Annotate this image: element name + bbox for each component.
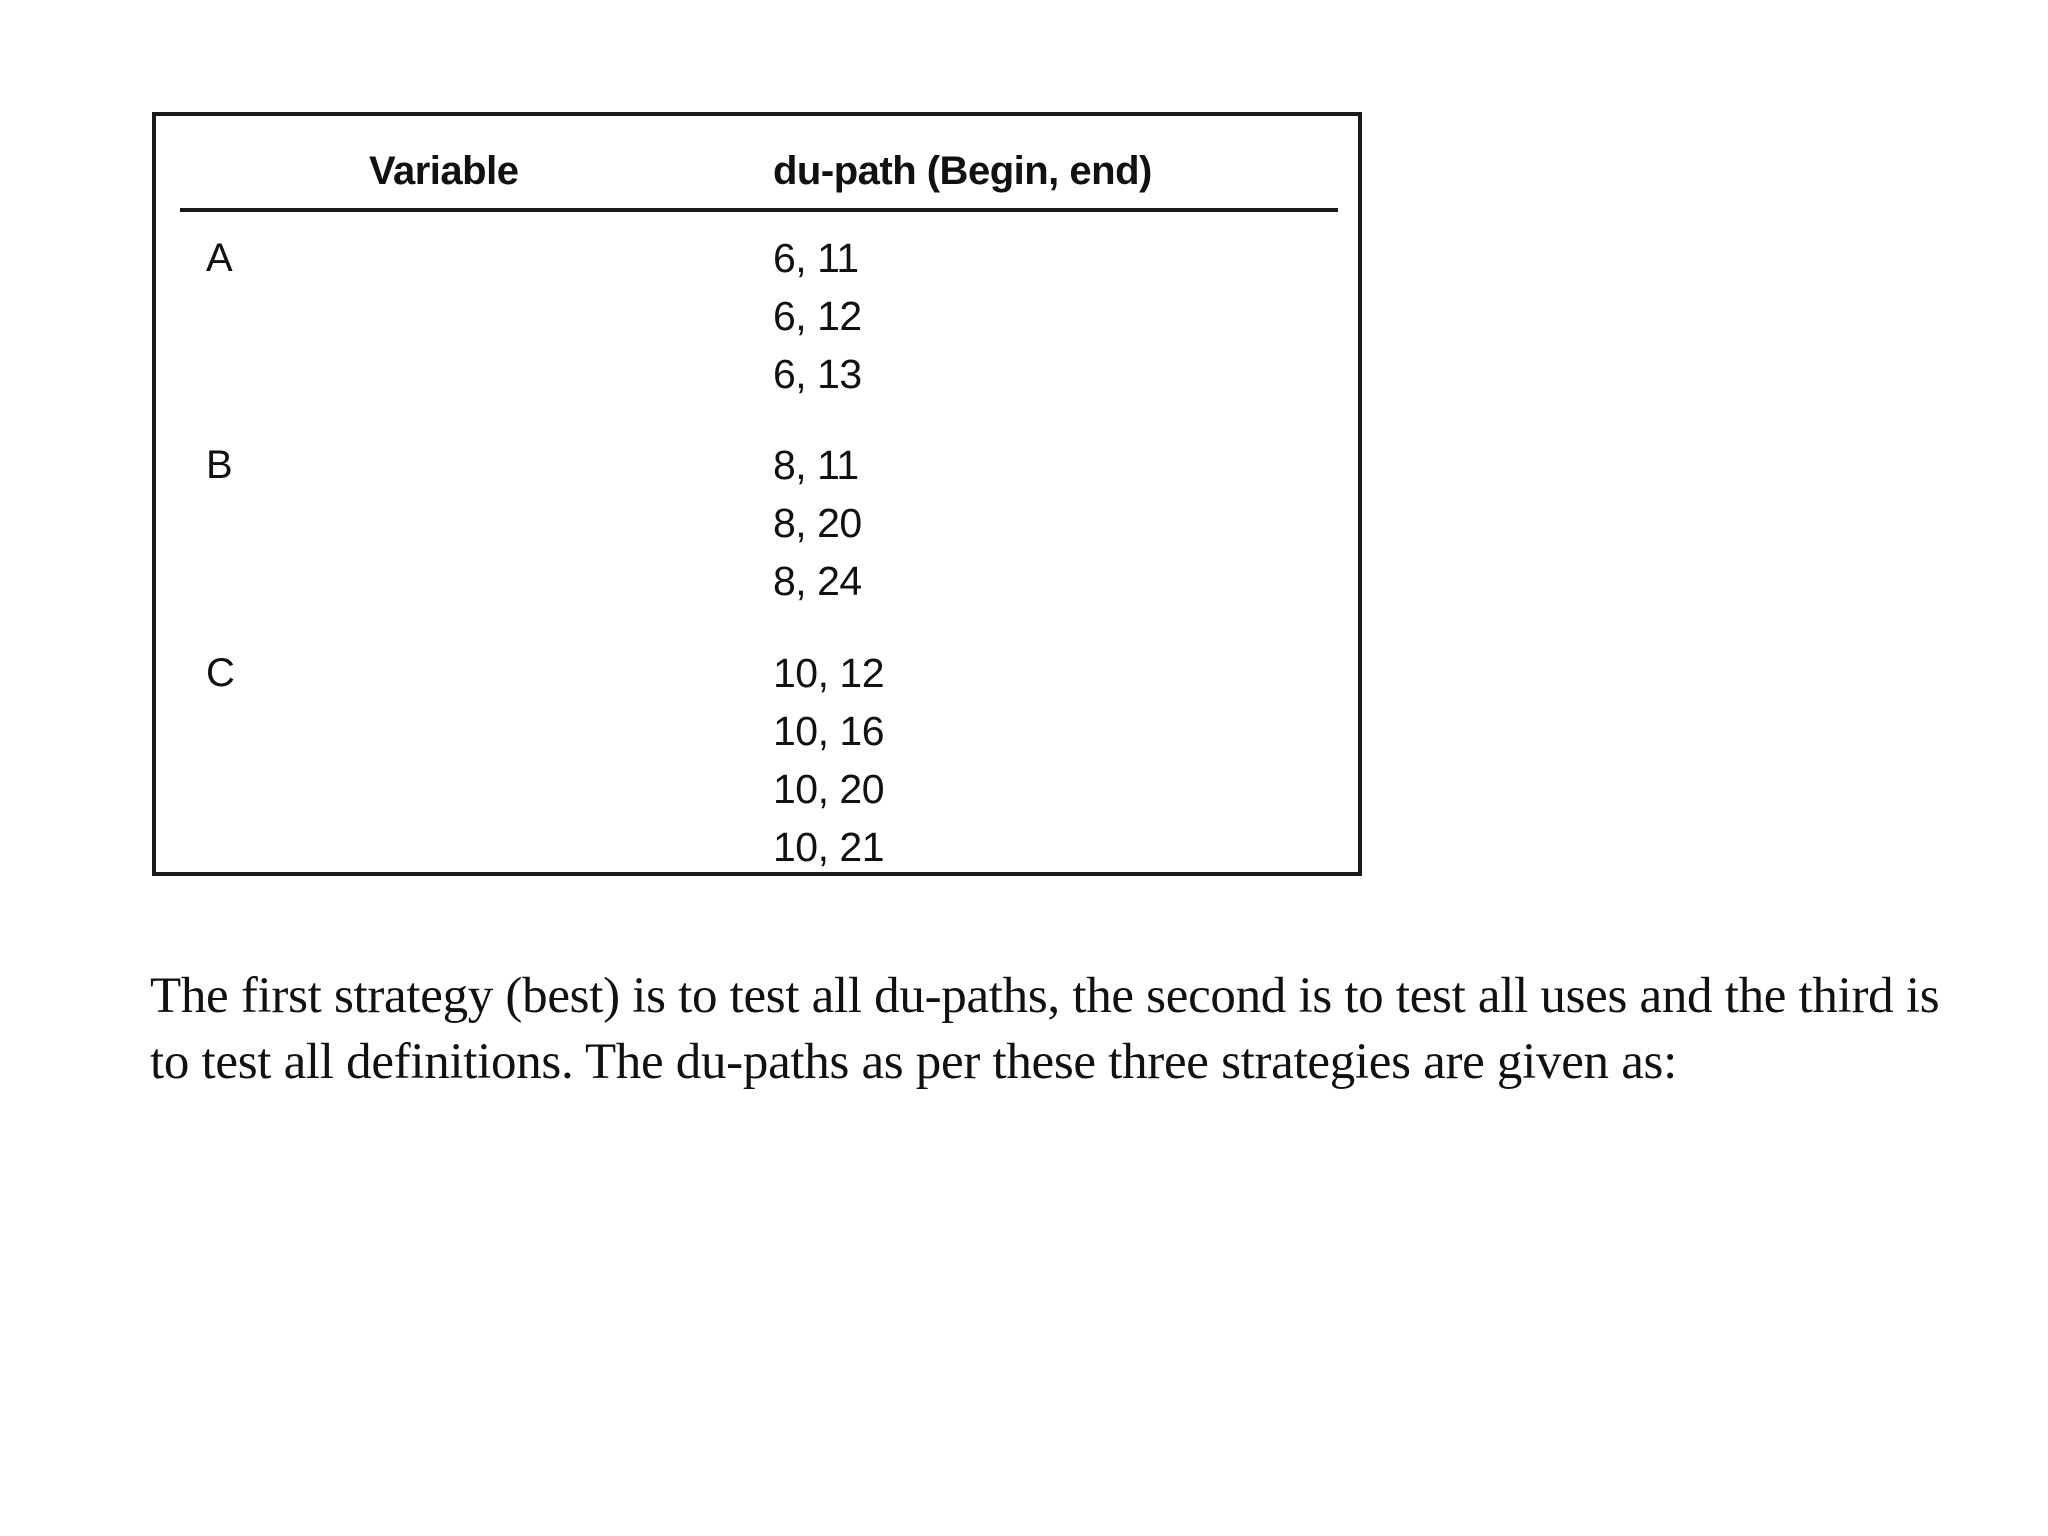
du-path-item: 10, 20 [773, 766, 884, 812]
column-header-du-path: du-path (Begin, end) [773, 149, 1152, 193]
du-path-item: 6, 12 [773, 293, 862, 339]
du-path-item: 10, 12 [773, 650, 884, 696]
du-path-table [152, 112, 1362, 876]
variable-name: B [206, 443, 233, 487]
variable-name: C [206, 651, 235, 695]
du-path-item: 6, 13 [773, 351, 862, 397]
header-rule [180, 208, 1338, 212]
du-path-list [773, 229, 862, 403]
column-header-variable: Variable [369, 149, 519, 193]
du-path-item: 8, 11 [773, 442, 859, 488]
du-path-item: 10, 16 [773, 708, 884, 754]
du-path-item: 10, 21 [773, 824, 884, 870]
du-path-list [773, 644, 884, 876]
explanation-paragraph: The first strategy (best) is to test all du-paths, the second is to test all uses and the third is to test all definitions. The du-paths as per these three strategies are given as: [150, 968, 1940, 1090]
du-path-item: 6, 11 [773, 235, 859, 281]
variable-name: A [206, 236, 233, 280]
du-path-list [773, 436, 862, 610]
du-path-item: 8, 24 [773, 558, 862, 604]
du-path-item: 8, 20 [773, 500, 862, 546]
